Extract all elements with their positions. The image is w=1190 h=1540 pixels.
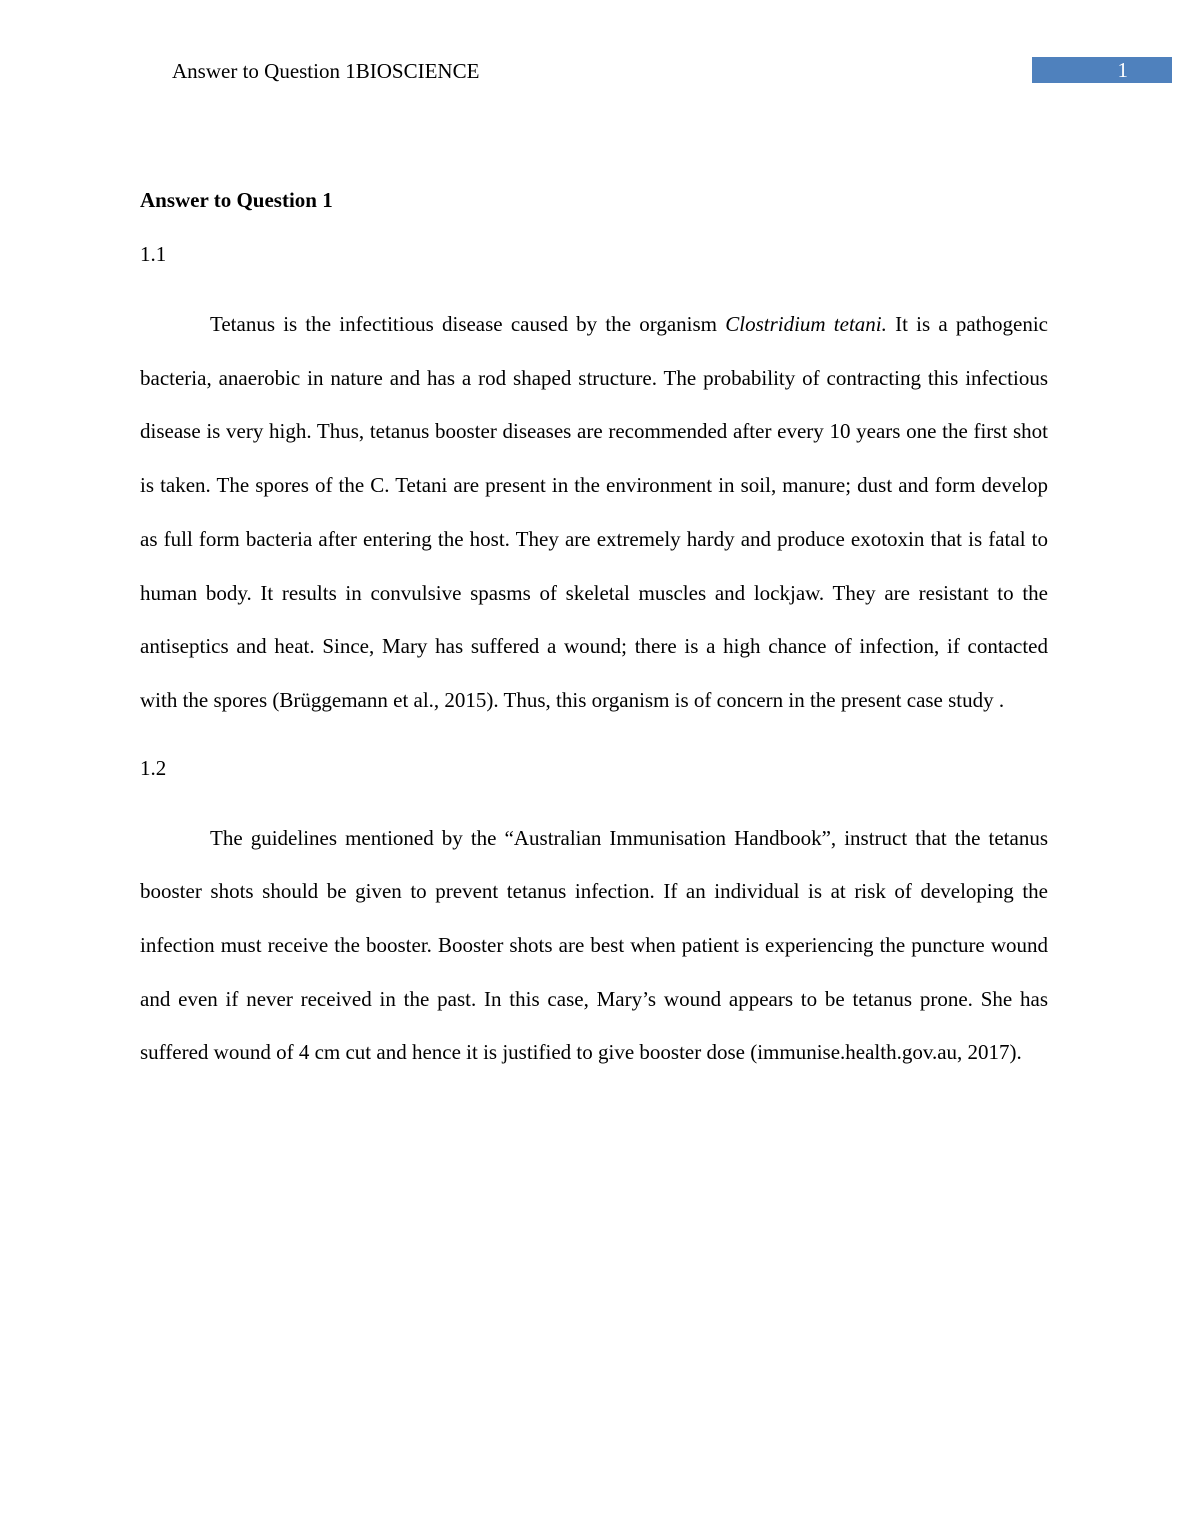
paragraph-1-1 bbox=[140, 298, 1048, 728]
document-body bbox=[140, 182, 1048, 1080]
page-number-badge bbox=[1032, 57, 1172, 83]
section-heading: Answer to Question 1 bbox=[140, 188, 333, 212]
paragraph-1-2: The guidelines mentioned by the “Australian Immunisation Handbook”, instruct that the tetanus booster shots should be given to prevent tetanus infection. If an individual is at risk of developing the infection must receive the booster. Booster shots are best when patient is experiencing the puncture wound and even if never received in the past. In this case, Mary’s wound appears to be tetanus prone. She has suffered wound of 4 cm cut and hence it is justified to give booster dose (immunise.health.gov.au, 2017). bbox=[140, 825, 1048, 1065]
subsection-label-1-2: 1.2 bbox=[140, 755, 167, 780]
organism-name: Clostridium tetani. bbox=[725, 312, 887, 336]
subsection-label-1-1: 1.1 bbox=[140, 242, 167, 266]
paragraph-1-1-part2: It is a pathogenic bacteria, anaerobic in nature and has a rod shaped structure. The probability of contracting this infectious disease is very high. Thus, tetanus booster diseases are recommended after every 10 years one the first shot is taken. The spores of the C. Tetani are present in the environment in soil, manure; dust and form develop as full form bacteria after entering the host. They are extremely hardy and produce exotoxin that is fatal to human body. It results in convulsive spasms of skeletal muscles and lockjaw. They are resistant to the antiseptics and heat. Since, Mary has suffered a wound; there is a high chance of infection, if contacted with the spores (Brüggemann et al., 2015). Thus, this organism is of concern in the present case study . bbox=[140, 312, 1048, 712]
page-number: 1 bbox=[1117, 58, 1128, 82]
paragraph-1-1-part1: Tetanus is the infectitious disease caused by the organism bbox=[210, 312, 726, 336]
header-title: Answer to Question 1BIOSCIENCE bbox=[172, 59, 480, 83]
